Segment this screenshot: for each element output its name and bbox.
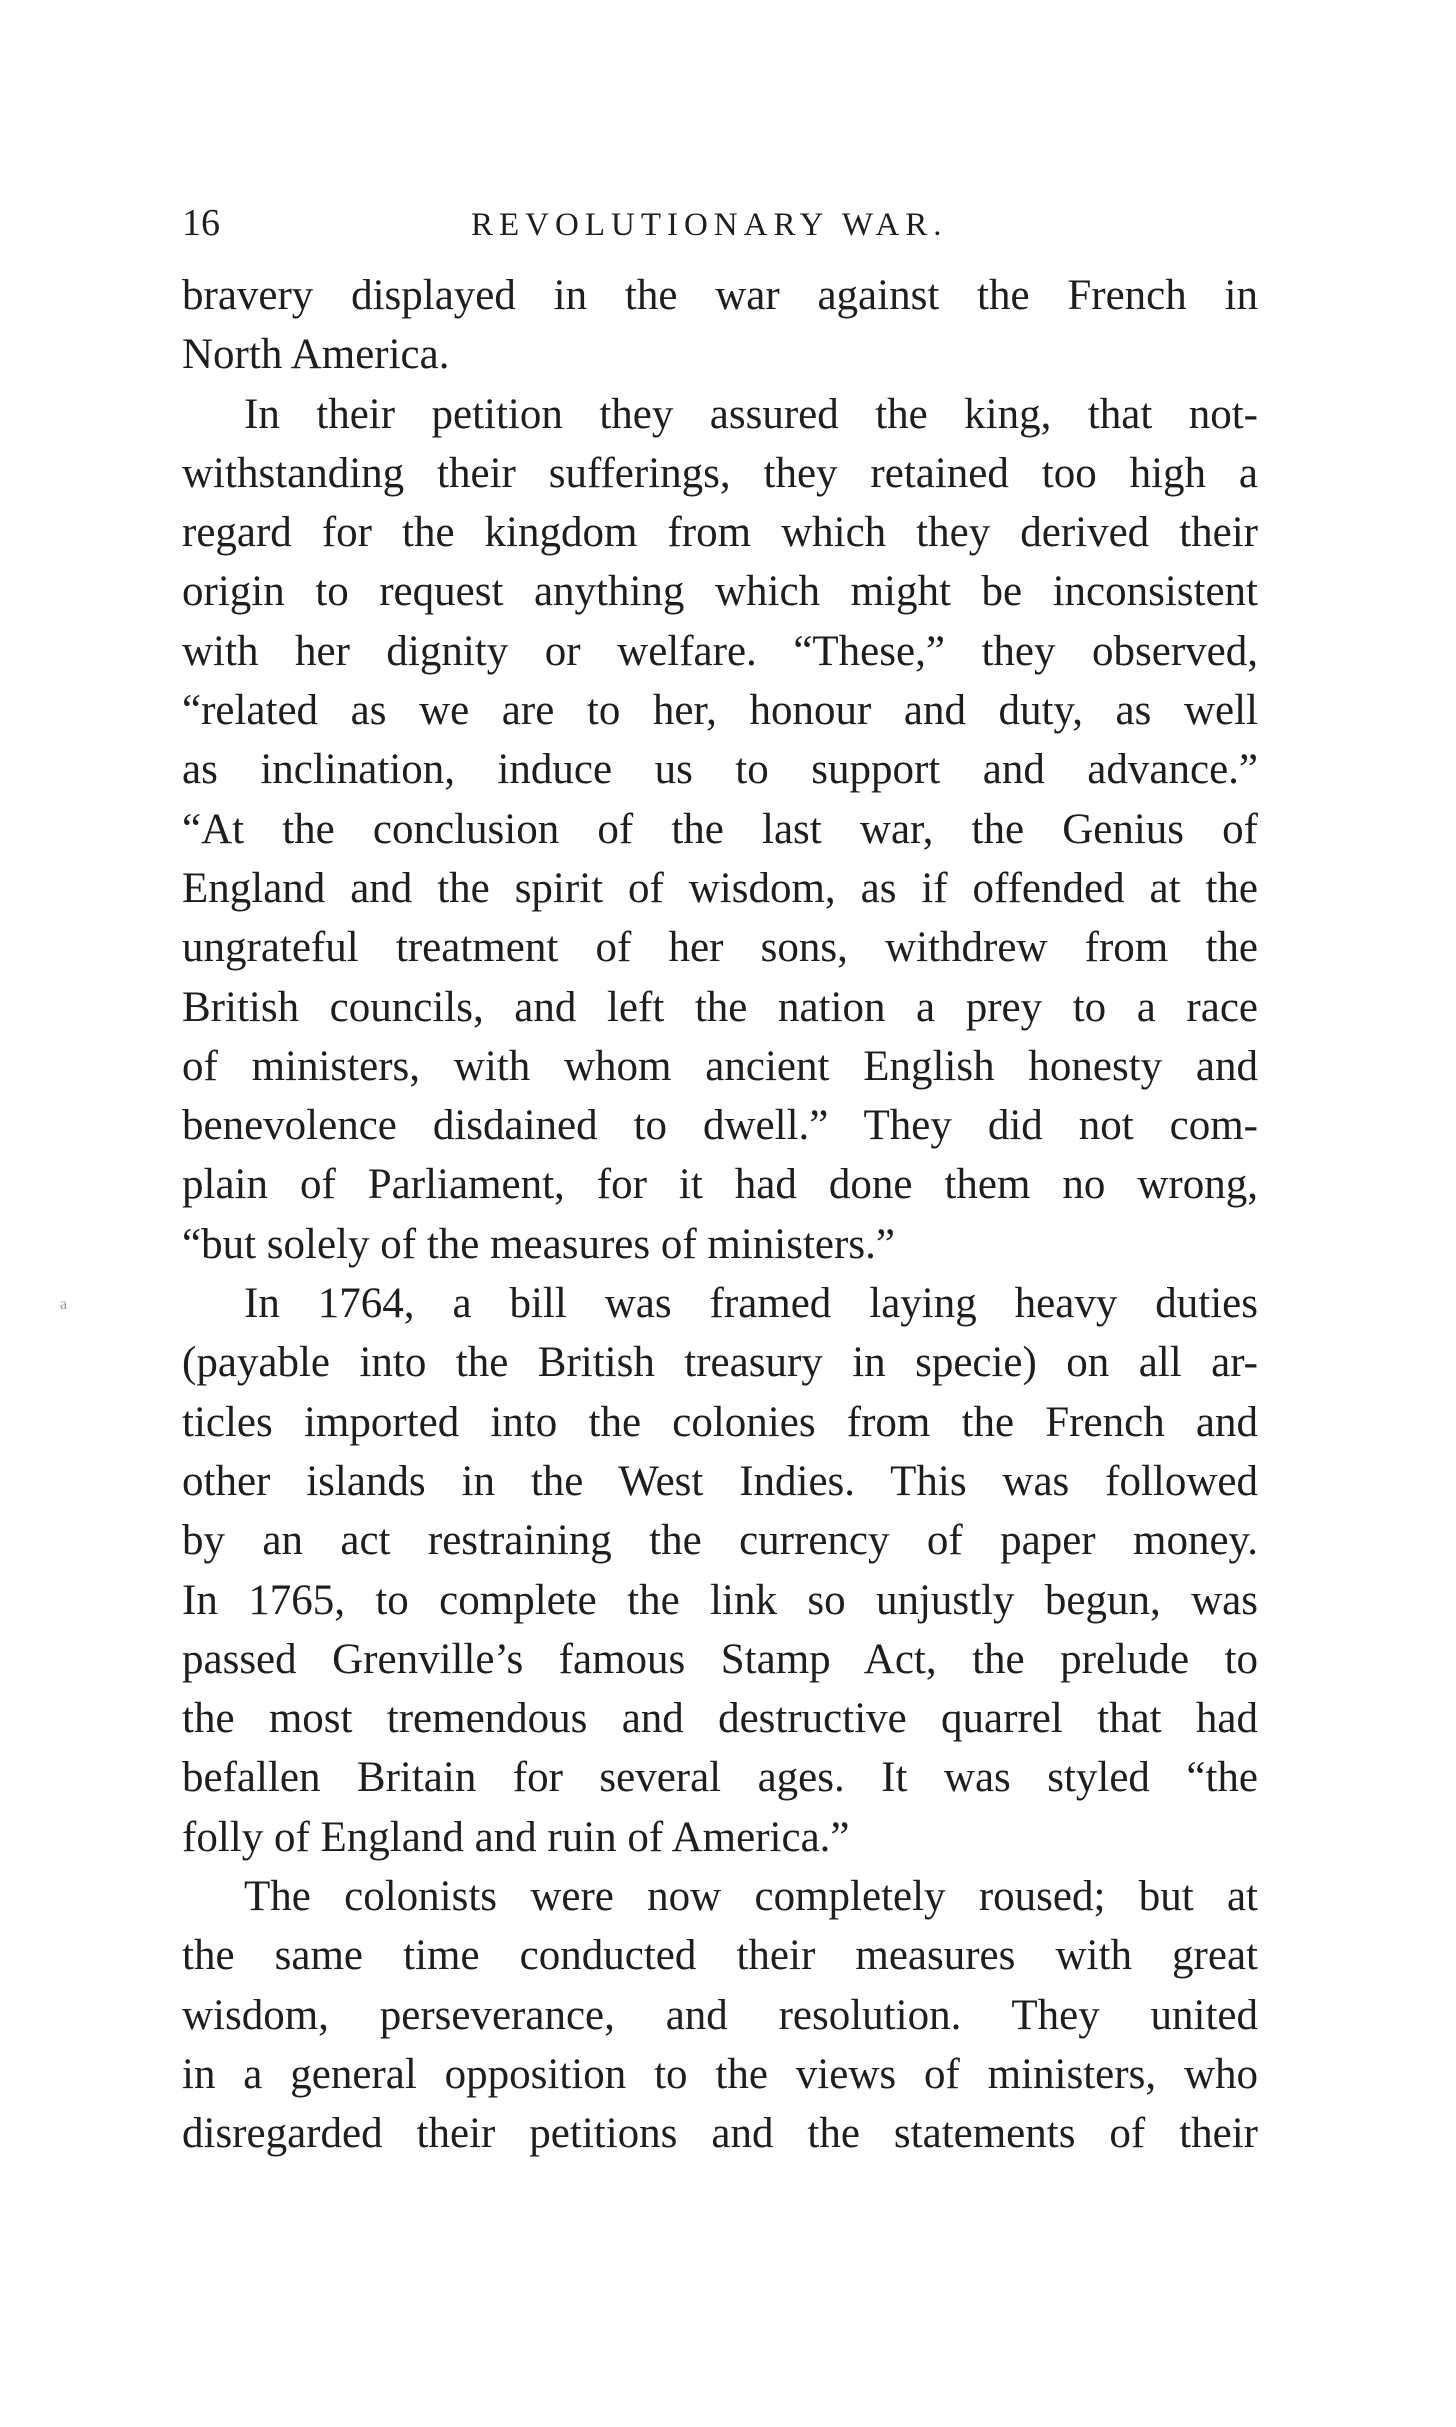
text-line: disregarded their petitions and the statements of their	[182, 2110, 1258, 2158]
body-text	[182, 266, 1258, 2164]
text-line: benevolence disdained to dwell.” They did not com-	[182, 1102, 1258, 1150]
text-line: befallen Britain for several ages. It was styled “the	[182, 1754, 1258, 1802]
text-line: “At the conclusion of the last war, the Genius of	[182, 805, 1258, 853]
text-line: British councils, and left the nation a prey to a race	[182, 983, 1258, 1031]
text-line: origin to request anything which might be inconsistent	[182, 568, 1258, 616]
text-line: England and the spirit of wisdom, as if offended at the	[182, 864, 1258, 912]
text-line: of ministers, with whom ancient English honesty and	[182, 1042, 1258, 1090]
text-line: with her dignity or welfare. “These,” they observed,	[182, 627, 1258, 675]
text-line: by an act restraining the currency of paper money.	[182, 1517, 1258, 1565]
text-line: ungrateful treatment of her sons, withdrew from the	[182, 924, 1258, 972]
margin-mark: a	[60, 1296, 68, 1313]
text-line: In 1764, a bill was framed laying heavy duties	[244, 1280, 1258, 1328]
text-line: passed Grenville’s famous Stamp Act, the prelude to	[182, 1635, 1258, 1683]
running-head	[182, 198, 1258, 248]
running-title: REVOLUTIONARY WAR.	[471, 207, 948, 243]
text-line: wisdom, perseverance, and resolution. They united	[182, 1991, 1258, 2039]
text-line: “related as we are to her, honour and duty, as well	[182, 687, 1258, 735]
text-line: (payable into the British treasury in specie) on all ar-	[182, 1339, 1258, 1387]
text-line: The colonists were now completely roused; but at	[244, 1873, 1258, 1921]
text-line: the most tremendous and destructive quarrel that had	[182, 1695, 1258, 1743]
text-line: plain of Parliament, for it had done them no wrong,	[182, 1161, 1258, 1209]
text-line: ticles imported into the colonies from the French and	[182, 1398, 1258, 1446]
text-line: In 1765, to complete the link so unjustly begun, was	[182, 1576, 1258, 1624]
text-line: “but solely of the measures of ministers.”	[182, 1220, 895, 1268]
text-line: withstanding their sufferings, they retained too high a	[182, 449, 1258, 497]
text-line: as inclination, induce us to support and advance.”	[182, 746, 1258, 794]
text-line: other islands in the West Indies. This was followed	[182, 1457, 1258, 1505]
text-line: the same time conducted their measures with great	[182, 1932, 1258, 1980]
text-line: in a general opposition to the views of ministers, who	[182, 2050, 1258, 2098]
text-line: folly of England and ruin of America.”	[182, 1813, 850, 1861]
text-line: bravery displayed in the war against the French in	[182, 272, 1258, 319]
text-line: regard for the kingdom from which they derived their	[182, 509, 1258, 557]
text-line: In their petition they assured the king, that not-	[244, 390, 1258, 438]
page-number: 16	[182, 202, 220, 244]
text-line: North America.	[182, 331, 450, 379]
